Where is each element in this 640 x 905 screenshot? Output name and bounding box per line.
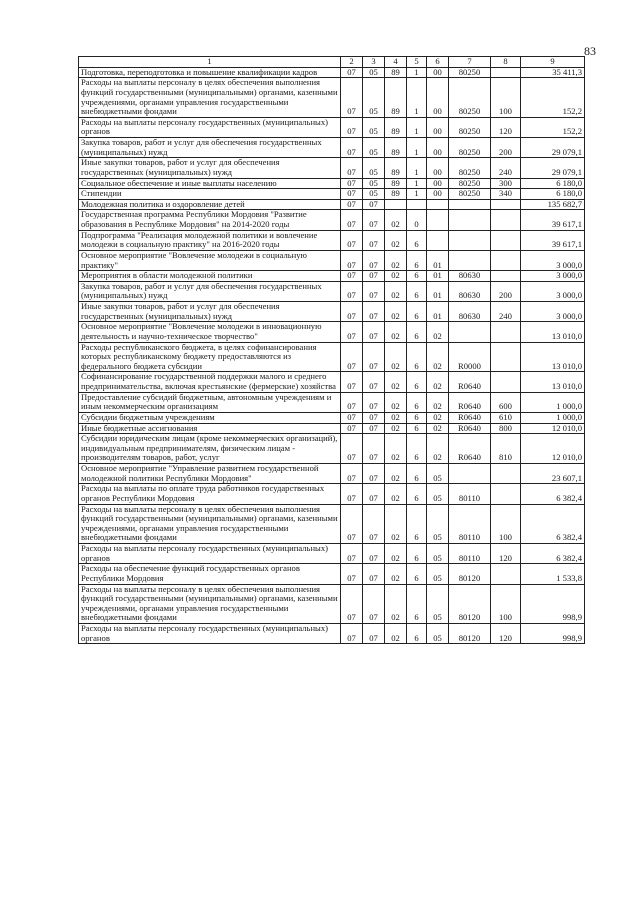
- code-cell: 05: [363, 189, 385, 200]
- row-name-cell: Расходы на выплаты персоналу в целях обеспечения выполнения функций государственными (муниципальными) органами, казенными учреждениями, органами управления государственными внебюджетными фондами: [79, 78, 341, 118]
- code-cell: 340: [491, 189, 521, 200]
- code-cell: 00: [427, 117, 449, 137]
- code-cell: 6: [407, 342, 427, 372]
- code-cell: R0640: [449, 372, 491, 392]
- code-cell: 1: [407, 178, 427, 189]
- code-cell: 07: [341, 342, 363, 372]
- code-cell: 05: [427, 484, 449, 504]
- header-cell: 9: [521, 57, 585, 68]
- row-name-cell: Расходы республиканского бюджета, в целях софинансирования которых республиканскому бюджету предоставляются из федерального бюджета субсидии: [79, 342, 341, 372]
- code-cell: 810: [491, 434, 521, 464]
- code-cell: 07: [363, 484, 385, 504]
- code-cell: 300: [491, 178, 521, 189]
- code-cell: 01: [427, 281, 449, 301]
- code-cell: 1: [407, 117, 427, 137]
- code-cell: 07: [341, 230, 363, 250]
- amount-cell: 3 000,0: [521, 302, 585, 322]
- code-cell: 07: [341, 423, 363, 434]
- amount-cell: 6 180,0: [521, 189, 585, 200]
- code-cell: 89: [385, 158, 407, 178]
- row-name-cell: Стипендии: [79, 189, 341, 200]
- code-cell: 200: [491, 138, 521, 158]
- code-cell: 02: [427, 423, 449, 434]
- code-cell: 02: [385, 544, 407, 564]
- code-cell: 100: [491, 584, 521, 624]
- code-cell: [449, 464, 491, 484]
- code-cell: 05: [363, 117, 385, 137]
- code-cell: 07: [341, 67, 363, 78]
- code-cell: 07: [341, 302, 363, 322]
- row-name-cell: Государственная программа Республики Мордовия "Развитие образования в Республике Мордовия" на 2014-2020 годы: [79, 210, 341, 230]
- code-cell: 01: [427, 271, 449, 282]
- code-cell: 02: [385, 423, 407, 434]
- code-cell: 07: [341, 178, 363, 189]
- code-cell: 6: [407, 302, 427, 322]
- table-row: [79, 230, 585, 250]
- code-cell: 80630: [449, 302, 491, 322]
- code-cell: 0: [407, 210, 427, 230]
- table-row: [79, 484, 585, 504]
- table-row: [79, 199, 585, 210]
- row-name-cell: Иные закупки товаров, работ и услуг для обеспечения государственных (муниципальных) нужд: [79, 158, 341, 178]
- row-name-cell: Расходы на выплаты персоналу в целях обеспечения выполнения функций государственными (муниципальными) органами, казенными учреждениями, органами управления государственными внебюджетными фондами: [79, 504, 341, 544]
- code-cell: 02: [385, 230, 407, 250]
- code-cell: 6: [407, 504, 427, 544]
- amount-cell: 152,2: [521, 117, 585, 137]
- code-cell: 610: [491, 412, 521, 423]
- code-cell: 07: [341, 158, 363, 178]
- amount-cell: 1 000,0: [521, 392, 585, 412]
- table-row: [79, 322, 585, 342]
- code-cell: 00: [427, 189, 449, 200]
- row-name-cell: Мероприятия в области молодежной политики: [79, 271, 341, 282]
- code-cell: [491, 342, 521, 372]
- code-cell: 80250: [449, 138, 491, 158]
- code-cell: 07: [341, 392, 363, 412]
- code-cell: [449, 199, 491, 210]
- code-cell: [491, 271, 521, 282]
- row-name-cell: Расходы на выплаты персоналу в целях обеспечения выполнения функций государственными (муниципальными) органами, казенными учреждениями, органами управления государственными внебюджетными фондами: [79, 584, 341, 624]
- code-cell: 89: [385, 189, 407, 200]
- code-cell: 02: [385, 302, 407, 322]
- code-cell: 240: [491, 158, 521, 178]
- code-cell: 80250: [449, 189, 491, 200]
- row-name-cell: Закупка товаров, работ и услуг для обеспечения государственных (муниципальных) нужд: [79, 281, 341, 301]
- row-name-cell: Подпрограмма "Реализация молодежной политики и вовлечение молодежи в социальную практику" на 2016-2020 годы: [79, 230, 341, 250]
- code-cell: 6: [407, 624, 427, 644]
- code-cell: 07: [363, 250, 385, 270]
- table-row: [79, 271, 585, 282]
- code-cell: 6: [407, 250, 427, 270]
- amount-cell: 13 010,0: [521, 372, 585, 392]
- code-cell: 02: [427, 392, 449, 412]
- code-cell: 80250: [449, 117, 491, 137]
- code-cell: 02: [385, 504, 407, 544]
- row-name-cell: Расходы на выплаты по оплате труда работников государственных органов Республики Мордовия: [79, 484, 341, 504]
- header-cell: 3: [363, 57, 385, 68]
- code-cell: 07: [341, 322, 363, 342]
- code-cell: 6: [407, 412, 427, 423]
- code-cell: 80120: [449, 624, 491, 644]
- table-row: [79, 138, 585, 158]
- code-cell: 00: [427, 138, 449, 158]
- code-cell: 05: [363, 78, 385, 118]
- code-cell: [449, 250, 491, 270]
- code-cell: 07: [341, 78, 363, 118]
- code-cell: 07: [341, 484, 363, 504]
- table-row: [79, 504, 585, 544]
- amount-cell: 12 010,0: [521, 434, 585, 464]
- code-cell: 80110: [449, 484, 491, 504]
- code-cell: R0640: [449, 412, 491, 423]
- code-cell: [385, 199, 407, 210]
- code-cell: 07: [341, 372, 363, 392]
- code-cell: 100: [491, 78, 521, 118]
- budget-table: [78, 56, 585, 644]
- table-row: [79, 67, 585, 78]
- code-cell: 200: [491, 281, 521, 301]
- code-cell: 80250: [449, 67, 491, 78]
- amount-cell: 29 079,1: [521, 138, 585, 158]
- code-cell: [491, 372, 521, 392]
- code-cell: 00: [427, 158, 449, 178]
- code-cell: R0000: [449, 342, 491, 372]
- code-cell: 05: [427, 564, 449, 584]
- table-row: [79, 564, 585, 584]
- code-cell: [449, 322, 491, 342]
- header-cell: 8: [491, 57, 521, 68]
- table-row: [79, 392, 585, 412]
- code-cell: 1: [407, 158, 427, 178]
- code-cell: 02: [385, 322, 407, 342]
- code-cell: [491, 322, 521, 342]
- amount-cell: 3 000,0: [521, 281, 585, 301]
- code-cell: 80110: [449, 504, 491, 544]
- amount-cell: 6 382,4: [521, 504, 585, 544]
- code-cell: 02: [385, 412, 407, 423]
- amount-cell: 135 682,7: [521, 199, 585, 210]
- code-cell: 07: [363, 230, 385, 250]
- row-name-cell: Закупка товаров, работ и услуг для обеспечения государственных (муниципальных) нужд: [79, 138, 341, 158]
- amount-cell: 13 010,0: [521, 342, 585, 372]
- table-row: [79, 544, 585, 564]
- code-cell: 02: [385, 210, 407, 230]
- code-cell: 05: [427, 544, 449, 564]
- code-cell: [491, 199, 521, 210]
- row-name-cell: Иные закупки товаров, работ и услуг для обеспечения государственных (муниципальных) нужд: [79, 302, 341, 322]
- amount-cell: 39 617,1: [521, 210, 585, 230]
- code-cell: 800: [491, 423, 521, 434]
- code-cell: 07: [341, 412, 363, 423]
- code-cell: 07: [363, 281, 385, 301]
- code-cell: 02: [385, 434, 407, 464]
- code-cell: 07: [363, 423, 385, 434]
- code-cell: 07: [341, 434, 363, 464]
- amount-cell: 998,9: [521, 624, 585, 644]
- code-cell: 02: [385, 250, 407, 270]
- code-cell: 07: [341, 271, 363, 282]
- amount-cell: 152,2: [521, 78, 585, 118]
- code-cell: [491, 250, 521, 270]
- code-cell: 6: [407, 434, 427, 464]
- code-cell: 00: [427, 67, 449, 78]
- code-cell: 00: [427, 178, 449, 189]
- row-name-cell: Иные бюджетные ассигнования: [79, 423, 341, 434]
- row-name-cell: Основное мероприятие "Вовлечение молодежи в инновационную деятельность и научно-техническое творчество": [79, 322, 341, 342]
- row-name-cell: Социальное обеспечение и иные выплаты населению: [79, 178, 341, 189]
- code-cell: [427, 230, 449, 250]
- code-cell: 07: [363, 342, 385, 372]
- code-cell: 07: [363, 544, 385, 564]
- amount-cell: 6 180,0: [521, 178, 585, 189]
- table-row: [79, 302, 585, 322]
- amount-cell: 29 079,1: [521, 158, 585, 178]
- code-cell: 07: [341, 624, 363, 644]
- code-cell: 07: [363, 412, 385, 423]
- code-cell: 07: [341, 504, 363, 544]
- code-cell: 80630: [449, 281, 491, 301]
- header-cell: 5: [407, 57, 427, 68]
- code-cell: [491, 210, 521, 230]
- code-cell: 80110: [449, 544, 491, 564]
- code-cell: 02: [385, 484, 407, 504]
- code-cell: 07: [363, 210, 385, 230]
- amount-cell: 13 010,0: [521, 322, 585, 342]
- code-cell: 05: [427, 504, 449, 544]
- code-cell: 07: [363, 504, 385, 544]
- header-cell: 1: [79, 57, 341, 68]
- row-name-cell: Расходы на выплаты персоналу государственных (муниципальных) органов: [79, 544, 341, 564]
- table-row: [79, 423, 585, 434]
- code-cell: 02: [385, 342, 407, 372]
- code-cell: 07: [363, 434, 385, 464]
- row-name-cell: Основное мероприятие "Вовлечение молодежи в социальную практику": [79, 250, 341, 270]
- code-cell: 07: [341, 250, 363, 270]
- code-cell: 6: [407, 230, 427, 250]
- table-row: [79, 624, 585, 644]
- code-cell: 6: [407, 464, 427, 484]
- code-cell: 240: [491, 302, 521, 322]
- code-cell: 02: [385, 624, 407, 644]
- table-header-row: [79, 57, 585, 68]
- row-name-cell: Софинансирование государственной поддержки малого и среднего предпринимательства, включая крестьянские (фермерские) хозяйства: [79, 372, 341, 392]
- code-cell: R0640: [449, 392, 491, 412]
- code-cell: 80250: [449, 158, 491, 178]
- code-cell: 02: [427, 372, 449, 392]
- code-cell: 89: [385, 67, 407, 78]
- code-cell: 120: [491, 624, 521, 644]
- code-cell: 80250: [449, 78, 491, 118]
- code-cell: [491, 230, 521, 250]
- header-cell: 4: [385, 57, 407, 68]
- code-cell: 02: [385, 564, 407, 584]
- code-cell: 07: [363, 624, 385, 644]
- row-name-cell: Расходы на выплаты персоналу государственных (муниципальных) органов: [79, 117, 341, 137]
- code-cell: 07: [363, 302, 385, 322]
- amount-cell: 998,9: [521, 584, 585, 624]
- code-cell: 07: [363, 464, 385, 484]
- code-cell: 02: [385, 372, 407, 392]
- code-cell: [491, 464, 521, 484]
- code-cell: 05: [427, 624, 449, 644]
- code-cell: 80120: [449, 564, 491, 584]
- table-row: [79, 434, 585, 464]
- code-cell: 05: [363, 178, 385, 189]
- code-cell: 07: [341, 584, 363, 624]
- code-cell: 6: [407, 564, 427, 584]
- code-cell: [407, 199, 427, 210]
- amount-cell: 12 010,0: [521, 423, 585, 434]
- row-name-cell: Субсидии бюджетным учреждениям: [79, 412, 341, 423]
- code-cell: 6: [407, 281, 427, 301]
- code-cell: 02: [385, 464, 407, 484]
- code-cell: 01: [427, 250, 449, 270]
- row-name-cell: Расходы на выплаты персоналу государственных (муниципальных) органов: [79, 624, 341, 644]
- page-number: 83: [584, 44, 596, 58]
- table-row: [79, 210, 585, 230]
- code-cell: R0640: [449, 423, 491, 434]
- code-cell: [491, 564, 521, 584]
- code-cell: 6: [407, 584, 427, 624]
- code-cell: 07: [341, 564, 363, 584]
- code-cell: 05: [363, 138, 385, 158]
- code-cell: 1: [407, 138, 427, 158]
- code-cell: 1: [407, 78, 427, 118]
- code-cell: 01: [427, 302, 449, 322]
- table-row: [79, 464, 585, 484]
- code-cell: 07: [363, 322, 385, 342]
- amount-cell: 3 000,0: [521, 250, 585, 270]
- table-row: [79, 281, 585, 301]
- code-cell: 05: [363, 67, 385, 78]
- row-name-cell: Субсидии юридическим лицам (кроме некоммерческих организаций), индивидуальным предпринимателям, физическим лицам - производителям товаров, работ, услуг: [79, 434, 341, 464]
- code-cell: 07: [363, 564, 385, 584]
- row-name-cell: Молодежная политика и оздоровление детей: [79, 199, 341, 210]
- code-cell: 07: [363, 199, 385, 210]
- code-cell: 120: [491, 117, 521, 137]
- code-cell: 6: [407, 392, 427, 412]
- row-name-cell: Основное мероприятие "Управление развитием государственной молодежной политики Республики Мордовия": [79, 464, 341, 484]
- row-name-cell: Расходы на обеспечение функций государственных органов Республики Мордовия: [79, 564, 341, 584]
- table-row: [79, 78, 585, 118]
- header-cell: 2: [341, 57, 363, 68]
- code-cell: [491, 484, 521, 504]
- code-cell: 80250: [449, 178, 491, 189]
- code-cell: 07: [341, 117, 363, 137]
- table-row: [79, 189, 585, 200]
- code-cell: 05: [427, 464, 449, 484]
- table-row: [79, 178, 585, 189]
- code-cell: 07: [341, 138, 363, 158]
- row-name-cell: Предоставление субсидий бюджетным, автономным учреждениям и иным некоммерческим организациям: [79, 392, 341, 412]
- code-cell: 02: [427, 434, 449, 464]
- code-cell: 02: [385, 584, 407, 624]
- code-cell: 80120: [449, 584, 491, 624]
- code-cell: 1: [407, 67, 427, 78]
- code-cell: 80630: [449, 271, 491, 282]
- code-cell: 89: [385, 117, 407, 137]
- code-cell: 6: [407, 423, 427, 434]
- code-cell: 02: [385, 281, 407, 301]
- code-cell: 6: [407, 484, 427, 504]
- code-cell: 6: [407, 271, 427, 282]
- code-cell: 6: [407, 322, 427, 342]
- amount-cell: 1 000,0: [521, 412, 585, 423]
- code-cell: 100: [491, 504, 521, 544]
- code-cell: 02: [385, 271, 407, 282]
- code-cell: [491, 67, 521, 78]
- code-cell: 6: [407, 372, 427, 392]
- code-cell: 05: [363, 158, 385, 178]
- code-cell: 07: [363, 372, 385, 392]
- code-cell: 07: [363, 392, 385, 412]
- amount-cell: 6 382,4: [521, 544, 585, 564]
- amount-cell: 23 607,1: [521, 464, 585, 484]
- code-cell: [449, 210, 491, 230]
- amount-cell: 39 617,1: [521, 230, 585, 250]
- code-cell: 89: [385, 178, 407, 189]
- amount-cell: 35 411,3: [521, 67, 585, 78]
- amount-cell: 3 000,0: [521, 271, 585, 282]
- table-row: [79, 584, 585, 624]
- code-cell: [427, 199, 449, 210]
- table-row: [79, 117, 585, 137]
- code-cell: 07: [341, 544, 363, 564]
- row-name-cell: Подготовка, переподготовка и повышение квалификации кадров: [79, 67, 341, 78]
- code-cell: 07: [341, 199, 363, 210]
- table-row: [79, 250, 585, 270]
- code-cell: 02: [427, 322, 449, 342]
- code-cell: 07: [341, 464, 363, 484]
- code-cell: 07: [341, 210, 363, 230]
- header-cell: 7: [449, 57, 491, 68]
- code-cell: 120: [491, 544, 521, 564]
- code-cell: 89: [385, 78, 407, 118]
- code-cell: 07: [363, 271, 385, 282]
- code-cell: 1: [407, 189, 427, 200]
- amount-cell: 6 382,4: [521, 484, 585, 504]
- amount-cell: 1 533,8: [521, 564, 585, 584]
- table-row: [79, 158, 585, 178]
- code-cell: 00: [427, 78, 449, 118]
- code-cell: 02: [427, 412, 449, 423]
- code-cell: 6: [407, 544, 427, 564]
- code-cell: R0640: [449, 434, 491, 464]
- table-row: [79, 412, 585, 423]
- code-cell: 89: [385, 138, 407, 158]
- code-cell: 07: [341, 189, 363, 200]
- code-cell: 600: [491, 392, 521, 412]
- code-cell: 02: [385, 392, 407, 412]
- code-cell: 02: [427, 342, 449, 372]
- header-cell: 6: [427, 57, 449, 68]
- table-row: [79, 342, 585, 372]
- code-cell: 07: [363, 584, 385, 624]
- code-cell: 07: [341, 281, 363, 301]
- table-row: [79, 372, 585, 392]
- code-cell: [449, 230, 491, 250]
- code-cell: [427, 210, 449, 230]
- code-cell: 05: [427, 584, 449, 624]
